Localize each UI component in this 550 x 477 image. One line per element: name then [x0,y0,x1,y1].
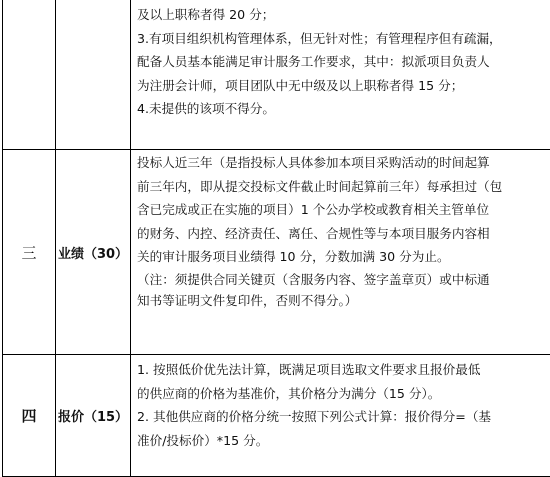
criteria-line: 前三年内，即从提交投标文件截止时间起算前三年）每承担过（包 [137,175,550,199]
table-row [3,0,550,150]
criteria-line: 为注册会计师，项目团队中无中级及以上职称者得 15 分； [137,74,550,98]
row-number-cell: 三 [3,150,56,355]
criteria-line: 投标人近三年（是指投标人具体参加本项目采购活动的时间起算 [137,151,550,175]
criteria-line: 的财务、内控、经济责任、离任、合规性等与本项目服务内容相 [137,222,550,246]
criteria-line: 准价/投标价）*15 分。 [137,429,550,453]
row-number-cell: 四 [3,355,56,477]
criteria-line: 关的审计服务项目业绩得 10 分，分数加满 30 分为止。 [137,245,550,269]
row-item-cell [56,0,131,150]
table-row [3,355,550,477]
table-row [3,150,550,355]
criteria-line: 含已完成或正在实施的项目）1 个公办学校或教育相关主管单位 [137,198,550,222]
note-line: 知书等证明文件复印件，否则不得分。） [137,290,550,311]
criteria-cell [131,355,550,477]
note-line: （注：须提供合同关键页（含服务内容、签字盖章页）或中标通 [137,269,550,290]
criteria-line: 3.有项目组织机构管理体系，但无针对性；有管理程序但有疏漏， [137,27,550,51]
criteria-line: 1. 按照低价优先法计算，既满足项目选取文件要求且报价最低 [137,358,550,382]
row-item-cell: 业绩（30） [56,150,131,355]
row-item-cell: 报价（15） [56,355,131,477]
criteria-line: 2. 其他供应商的价格分统一按照下列公式计算：报价得分=（基 [137,405,550,429]
criteria-line: 及以上职称者得 20 分； [137,3,550,27]
criteria-cell [131,0,550,150]
criteria-line: 的供应商的价格为基准价，其价格分为满分（15 分）。 [137,382,550,406]
criteria-cell [131,150,550,355]
scoring-table [2,0,550,477]
criteria-line: 配备人员基本能满足审计服务工作要求，其中：拟派项目负责人 [137,50,550,74]
row-number-cell [3,0,56,150]
criteria-line: 4.未提供的该项不得分。 [137,97,550,121]
